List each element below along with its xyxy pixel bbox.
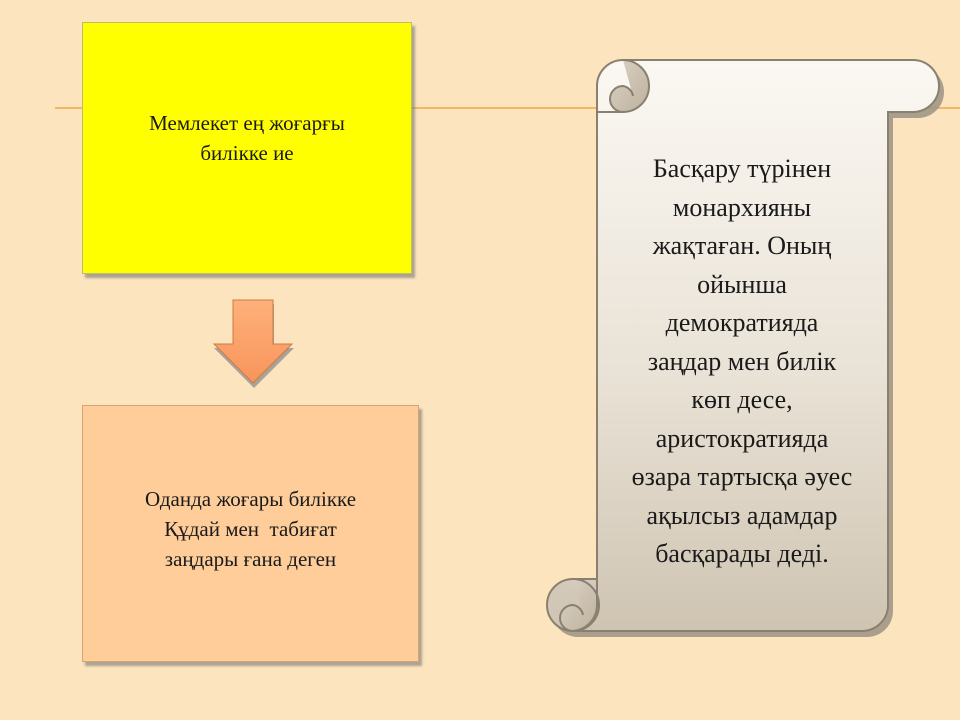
- scroll-line-2: монархияны: [672, 192, 812, 222]
- scroll-line-8: аристократияда: [655, 423, 829, 453]
- bottom-statement-line-3: заңдары ғана деген: [164, 546, 337, 571]
- bottom-statement-box: [82, 405, 419, 662]
- scroll-text: [598, 150, 886, 574]
- scroll-line-10: ақылсыз адамдар: [646, 500, 838, 530]
- bottom-statement-line-1: Оданда жоғары билікке: [144, 486, 357, 511]
- scroll-line-11: басқарады деді.: [655, 539, 829, 568]
- scroll-line-4: ойынша: [697, 269, 787, 299]
- bottom-statement-line-2: Құдай мен табиғат: [164, 516, 337, 541]
- bottom-statement-text: [145, 484, 356, 574]
- scroll-line-9: өзара тартысқа әуес: [631, 462, 853, 491]
- scroll-line-7: көп десе,: [691, 385, 793, 414]
- scroll-line-1: Басқару түрінен: [652, 154, 832, 183]
- top-statement-line-1: Мемлекет ең жоғарғы: [149, 111, 345, 135]
- scroll-line-5: демократияда: [665, 308, 819, 337]
- top-statement-line-2: билікке ие: [200, 141, 294, 165]
- top-statement-text: [149, 108, 345, 168]
- scroll-line-3: жақтаған. Оның: [652, 231, 832, 260]
- down-arrow-icon: [206, 296, 298, 390]
- scroll-line-6: заңдар мен билік: [647, 346, 837, 376]
- top-statement-box: [82, 22, 412, 274]
